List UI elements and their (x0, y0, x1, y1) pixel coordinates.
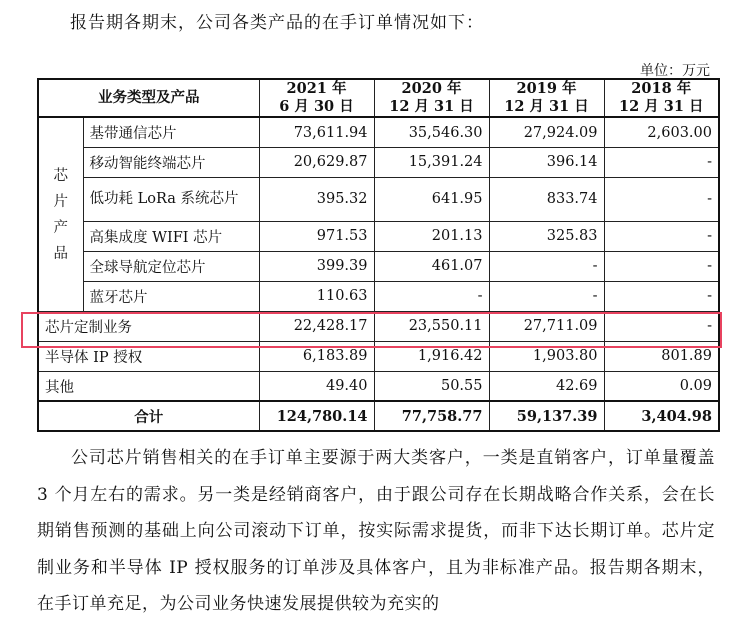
table-cell: 833.74 (489, 177, 604, 221)
table-cell: - (604, 221, 719, 251)
total-cell: 59,137.39 (489, 401, 604, 431)
row-name: 芯片定制业务 (38, 311, 259, 341)
table-cell: 641.95 (374, 177, 489, 221)
table-cell: 49.40 (259, 371, 374, 401)
body-paragraph: 公司芯片销售相关的在手订单主要源于两大类客户，一类是直销客户，订单量覆盖 3 个月左右的需求。另一类是经销商客户，由于跟公司存在长期战略合作关系，会在长期销售预测的基础上向公司滚动下订单，按实际需求提货，而非下达长期订单。芯片定制业务和半导体 IP 授权服务的订单涉及具体客户，且为非标准产品。报告期各期末，在手订单充足，为公司业务快速发展提供较为充实的 (37, 448, 715, 614)
table-cell: 15,391.24 (374, 147, 489, 177)
table-cell: - (489, 251, 604, 281)
intro-text: 报告期各期末，公司各类产品的在手订单情况如下： (70, 13, 484, 33)
table-cell: 20,629.87 (259, 147, 374, 177)
table-cell: 22,428.17 (259, 311, 374, 341)
table-header-row (38, 79, 719, 117)
table-cell: - (604, 311, 719, 341)
row-name: 全球导航定位芯片 (83, 251, 259, 281)
chip-group-label: 芯 片 产 品 (38, 117, 83, 311)
table-cell: - (374, 281, 489, 311)
table-row (38, 117, 719, 147)
table-cell: 35,546.30 (374, 117, 489, 147)
table-cell: 2,603.00 (604, 117, 719, 147)
table-cell: - (604, 177, 719, 221)
header-category: 业务类型及产品 (38, 79, 259, 117)
table-row (38, 177, 719, 221)
table-row (38, 221, 719, 251)
row-name: 低功耗 LoRa 系统芯片 (83, 177, 259, 221)
table-cell: 0.09 (604, 371, 719, 401)
header-col-2018: 2018 年 12 月 31 日 (604, 79, 719, 117)
row-name: 蓝牙芯片 (83, 281, 259, 311)
table-cell: 396.14 (489, 147, 604, 177)
table-cell: 399.39 (259, 251, 374, 281)
table-cell: 801.89 (604, 341, 719, 371)
row-name: 其他 (38, 371, 259, 401)
table-row (38, 251, 719, 281)
table-cell: - (604, 251, 719, 281)
total-cell: 124,780.14 (259, 401, 374, 431)
row-name: 半导体 IP 授权 (38, 341, 259, 371)
table-row (38, 311, 719, 341)
row-name: 高集成度 WIFI 芯片 (83, 221, 259, 251)
table-row (38, 281, 719, 311)
orders-table (37, 78, 720, 432)
table-row (38, 371, 719, 401)
table-cell: 27,711.09 (489, 311, 604, 341)
table-cell: - (489, 281, 604, 311)
table-row (38, 341, 719, 371)
table-cell: - (604, 281, 719, 311)
table-row (38, 147, 719, 177)
header-col-2021: 2021 年 6 月 30 日 (259, 79, 374, 117)
table-cell: - (604, 147, 719, 177)
table-cell: 73,611.94 (259, 117, 374, 147)
table-cell: 1,903.80 (489, 341, 604, 371)
table-cell: 50.55 (374, 371, 489, 401)
table-cell: 461.07 (374, 251, 489, 281)
table-cell: 325.83 (489, 221, 604, 251)
table-cell: 971.53 (259, 221, 374, 251)
total-label: 合计 (38, 401, 259, 431)
total-row (38, 401, 719, 431)
table-cell: 42.69 (489, 371, 604, 401)
table-cell: 6,183.89 (259, 341, 374, 371)
table-cell: 201.13 (374, 221, 489, 251)
row-name: 移动智能终端芯片 (83, 147, 259, 177)
table-cell: 1,916.42 (374, 341, 489, 371)
table-cell: 23,550.11 (374, 311, 489, 341)
table-cell: 395.32 (259, 177, 374, 221)
unit-label: 单位：万元 (640, 63, 710, 79)
header-col-2019: 2019 年 12 月 31 日 (489, 79, 604, 117)
table-cell: 110.63 (259, 281, 374, 311)
header-col-2020: 2020 年 12 月 31 日 (374, 79, 489, 117)
row-name: 基带通信芯片 (83, 117, 259, 147)
table-cell: 27,924.09 (489, 117, 604, 147)
total-cell: 3,404.98 (604, 401, 719, 431)
total-cell: 77,758.77 (374, 401, 489, 431)
